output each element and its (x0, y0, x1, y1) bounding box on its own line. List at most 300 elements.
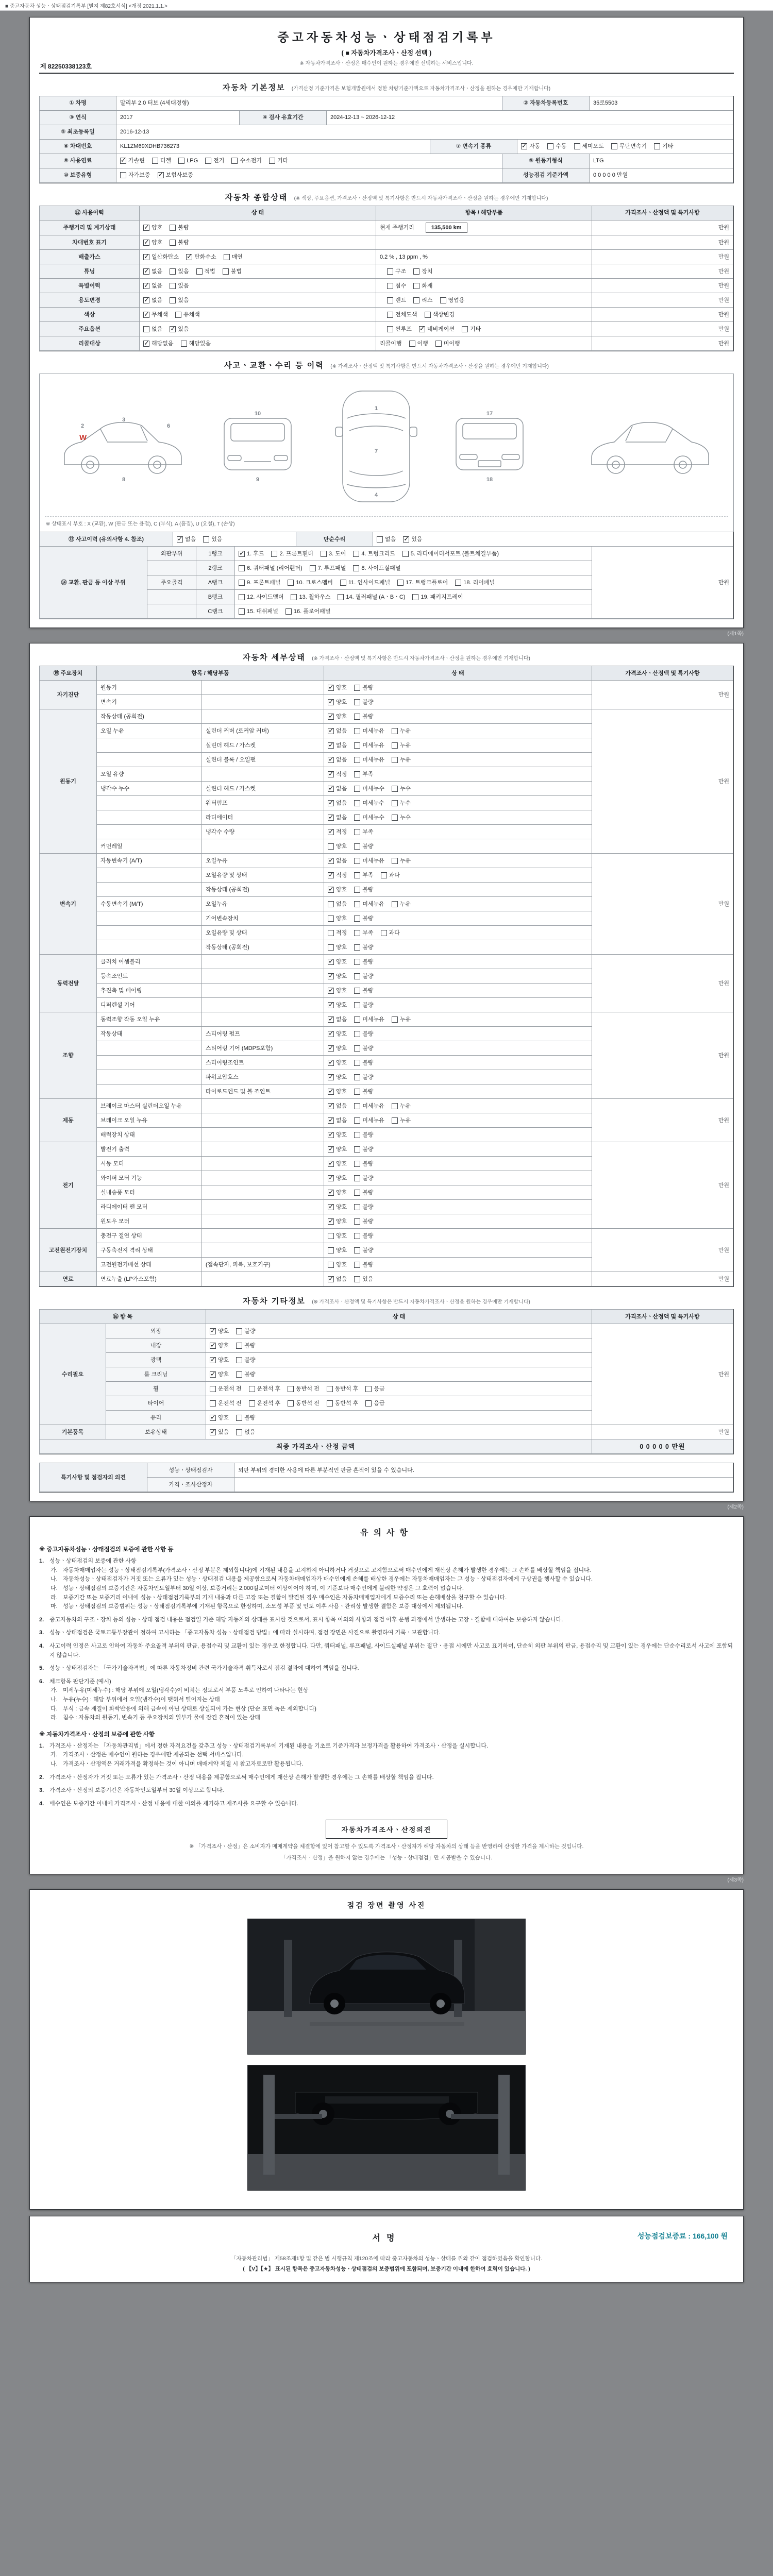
checkbox-option[interactable] (387, 326, 412, 333)
device-item-row (97, 1142, 592, 1157)
checkbox-option[interactable] (354, 1117, 384, 1124)
device-items (97, 1012, 592, 1099)
item-name (96, 1084, 202, 1099)
checkbox-option[interactable] (354, 1261, 373, 1268)
item-status-options (324, 1113, 592, 1128)
device-group-row (40, 854, 733, 955)
checkbox-option[interactable] (328, 1103, 347, 1110)
checkbox-option[interactable] (328, 872, 347, 879)
checkbox-option[interactable] (239, 550, 264, 557)
checkbox-option[interactable] (354, 915, 373, 922)
notice-paragraph (39, 1742, 734, 1769)
checkbox-option[interactable] (328, 1218, 347, 1225)
checkbox-option[interactable] (354, 987, 373, 994)
simple-repair-options (373, 532, 733, 547)
checkbox-option[interactable] (403, 536, 422, 543)
checkbox-option[interactable] (143, 239, 162, 246)
checkbox-option[interactable] (328, 828, 347, 836)
device-item-row (97, 810, 592, 825)
checkbox-option[interactable] (354, 1218, 373, 1225)
checkbox-icon (354, 1103, 360, 1109)
checkbox-option[interactable] (365, 1400, 384, 1407)
checkbox-option[interactable] (170, 297, 189, 304)
checkbox-option[interactable] (328, 915, 347, 922)
checkbox-option[interactable] (547, 143, 566, 150)
checkbox-option[interactable] (455, 579, 495, 586)
checkbox-option[interactable] (328, 1232, 347, 1240)
device-group-row (40, 1012, 733, 1099)
checkbox-option[interactable] (249, 1400, 281, 1407)
reg-no-value: 35로5503 (589, 96, 733, 111)
checkbox-option[interactable] (249, 1385, 281, 1393)
checkbox-icon (143, 283, 149, 289)
checkbox-option[interactable] (440, 297, 465, 304)
item-cell (376, 235, 592, 250)
checkbox-option[interactable] (328, 1074, 347, 1081)
checkbox-option[interactable] (288, 579, 332, 586)
checkbox-option[interactable] (354, 1131, 373, 1139)
checkbox-option[interactable] (328, 800, 347, 807)
item-name (96, 882, 202, 897)
item-name: 자동변속기 (A/T) (96, 853, 202, 868)
checkbox-option[interactable] (402, 550, 499, 557)
checkbox-option[interactable] (288, 1385, 320, 1393)
item-part: 워터펌프 (201, 795, 324, 810)
checkbox-option[interactable] (328, 699, 347, 706)
checkbox-option[interactable] (170, 326, 189, 333)
checkbox-option[interactable] (354, 771, 373, 778)
checkbox-option[interactable] (328, 1189, 347, 1196)
checkbox-icon (236, 1371, 242, 1378)
checkbox-label: 불량 (362, 973, 374, 979)
checkbox-option[interactable] (354, 727, 384, 735)
checkbox-option[interactable] (143, 253, 179, 261)
checkbox-option[interactable] (354, 800, 384, 807)
checkbox-option[interactable] (340, 579, 390, 586)
checkbox-option[interactable] (353, 565, 400, 572)
item-status-options (324, 694, 592, 709)
checkbox-label: 양호 (336, 843, 347, 850)
paragraph-text: 가격조사ㆍ산정자가 거짓 또는 오류가 있는 가격조사ㆍ산정 내용을 제공함으로써 매수인에게 재산상 손해가 발생한 경우에는 그 손해를 배상할 책임을 집니다. (49, 1774, 434, 1781)
device-item-row (97, 1272, 592, 1286)
checkbox-option[interactable] (354, 1030, 373, 1038)
checkbox-option[interactable] (354, 944, 373, 951)
checkbox-option[interactable] (574, 143, 604, 150)
checkbox-option[interactable] (328, 1131, 347, 1139)
checkbox-option[interactable] (143, 311, 168, 318)
price-cell: 만원 (592, 1324, 733, 1425)
checkbox-option[interactable] (271, 550, 313, 557)
checkbox-option[interactable] (210, 1328, 229, 1335)
checkbox-option[interactable] (328, 901, 347, 908)
section-note-accident: (※ 가격조사ㆍ산정액 및 특기사항은 반드시 자동차가격조사ㆍ산정을 원하는 경우에만 기재합니다) (330, 364, 549, 370)
checkbox-option[interactable] (354, 1247, 373, 1254)
checkbox-option[interactable] (354, 1074, 373, 1081)
overall-condition-table (39, 206, 734, 351)
checkbox-option[interactable] (354, 1002, 373, 1009)
checkbox-option[interactable] (328, 1088, 347, 1095)
item-status-options (324, 925, 592, 940)
price-cell: 만원 (592, 336, 733, 351)
checkbox-option[interactable] (328, 1204, 347, 1211)
document-subtitle: ( ■ 자동차가격조사ㆍ산정 선택 ) (341, 49, 432, 57)
checkbox-option[interactable] (354, 1059, 373, 1066)
checkbox-option[interactable] (328, 886, 347, 893)
checkbox-option[interactable] (143, 282, 162, 290)
checkbox-option[interactable] (328, 771, 347, 778)
checkbox-option[interactable] (152, 157, 171, 164)
checkbox-option[interactable] (354, 756, 384, 764)
checkbox-option[interactable] (269, 157, 288, 164)
checkbox-icon (328, 944, 334, 951)
checkbox-label: 누수 (399, 814, 411, 821)
item-part: 작동상태 (공회전) (201, 882, 324, 897)
photo-car-on-lift-front (248, 1919, 525, 2054)
checkbox-option[interactable] (143, 268, 162, 275)
checkbox-option[interactable] (288, 1400, 320, 1407)
checkbox-option[interactable] (387, 282, 406, 290)
item-status-options (324, 752, 592, 767)
checkbox-option[interactable] (210, 1429, 229, 1436)
checkbox-option[interactable] (239, 579, 280, 586)
exchange-panel-row (40, 547, 733, 619)
checkbox-icon (521, 143, 527, 149)
paragraph-number: 3. (39, 1630, 44, 1636)
checkbox-option[interactable] (387, 311, 417, 318)
checkbox-option[interactable] (186, 253, 216, 261)
checkbox-icon (340, 580, 346, 586)
checkbox-option[interactable] (143, 297, 162, 304)
checkbox-option[interactable] (354, 699, 373, 706)
checkbox-option[interactable] (239, 608, 278, 615)
checkbox-option[interactable] (328, 944, 347, 951)
item-status-options (324, 1257, 592, 1272)
checkbox-option[interactable] (354, 929, 373, 937)
etc-item-row (106, 1396, 592, 1411)
checkbox-option[interactable] (365, 1385, 384, 1393)
price-cell: 만원 (592, 293, 733, 308)
checkbox-option[interactable] (210, 1385, 242, 1393)
final-price-value: 0 0 0 0 0 만원 (592, 1439, 733, 1454)
checkbox-option[interactable] (354, 1045, 373, 1052)
device-item-row (97, 695, 592, 709)
item-name: 보유상태 (106, 1425, 206, 1439)
device-item-row (97, 883, 592, 897)
checkbox-option[interactable] (354, 886, 373, 893)
checkbox-option[interactable] (143, 224, 162, 231)
item-name: 실내송풍 모터 (96, 1185, 202, 1200)
checkbox-icon (354, 916, 360, 922)
checkbox-option[interactable] (328, 814, 347, 821)
checkbox-label: 불량 (362, 1045, 374, 1052)
appraisal-opinion-line: 「가격조사ㆍ산정」을 원하지 않는 경우에는 「성능ㆍ상태점검」만 제공받을 수 있습니다. (280, 1855, 493, 1861)
checkbox-option[interactable] (231, 157, 262, 164)
checkbox-option[interactable] (381, 929, 400, 937)
checkbox-option[interactable] (328, 1016, 347, 1023)
checkbox-option[interactable] (328, 1175, 347, 1182)
checkbox-option[interactable] (521, 143, 540, 150)
checkbox-option[interactable] (328, 742, 347, 749)
checkbox-option[interactable] (328, 857, 347, 865)
checkbox-option[interactable] (392, 742, 411, 749)
section-overall-head (39, 192, 734, 202)
checkbox-option[interactable] (413, 282, 432, 290)
device-item-row (97, 1229, 592, 1243)
item-part: 라디에이터 (201, 810, 324, 825)
checkbox-option[interactable] (120, 157, 145, 164)
checkbox-option[interactable] (170, 268, 189, 275)
checkbox-option[interactable] (328, 1160, 347, 1167)
checkbox-icon (392, 800, 398, 806)
checkbox-option[interactable] (413, 268, 432, 275)
item-status-options (324, 1272, 592, 1286)
checkbox-option[interactable] (419, 326, 455, 333)
checkbox-option[interactable] (236, 1357, 255, 1364)
subparagraph-number: 나. (51, 1760, 58, 1767)
checkbox-option[interactable] (328, 713, 347, 720)
checkbox-option[interactable] (354, 828, 373, 836)
checkbox-option[interactable] (291, 594, 330, 601)
checkbox-option[interactable] (210, 1342, 229, 1349)
item-name: 작동상태 (공회전) (96, 709, 202, 724)
item-status-options (324, 1127, 592, 1142)
paragraph-text: 성능ㆍ상태점검자는 「국가기술자격법」에 따른 자동차정비 관련 국가기술자격 취득자로서 점검 결과에 대하여 책임을 집니다. (49, 1665, 359, 1672)
checkbox-option[interactable] (354, 1016, 384, 1023)
checkbox-option[interactable] (425, 311, 455, 318)
checkbox-option[interactable] (328, 1059, 347, 1066)
checkbox-option[interactable] (392, 756, 411, 764)
page-mark: (제3쪽) (727, 1877, 744, 1884)
checkbox-option[interactable] (210, 1400, 242, 1407)
sheet-basic-overall-accident (29, 17, 744, 628)
checkbox-option[interactable] (328, 727, 347, 735)
checkbox-option[interactable] (203, 536, 222, 543)
checkbox-option[interactable] (354, 785, 384, 792)
price-cell: 만원 (592, 1012, 733, 1099)
checkbox-option[interactable] (354, 1146, 373, 1153)
checkbox-option[interactable] (223, 268, 242, 275)
checkbox-option[interactable] (354, 973, 373, 980)
checkbox-option[interactable] (354, 1103, 384, 1110)
checkbox-option[interactable] (170, 224, 189, 231)
checkbox-option[interactable] (354, 1276, 373, 1283)
checkbox-option[interactable] (381, 872, 400, 879)
checkbox-option[interactable] (285, 608, 330, 615)
checkbox-option[interactable] (328, 1045, 347, 1052)
checkbox-option[interactable] (354, 872, 373, 879)
item-part (201, 1098, 324, 1113)
checkbox-icon (354, 757, 360, 763)
checkbox-option[interactable] (158, 172, 193, 179)
checkbox-option[interactable] (353, 550, 395, 557)
checkbox-label: 불량 (362, 915, 374, 922)
checkbox-option[interactable] (354, 713, 373, 720)
rank-row (147, 590, 592, 604)
checkbox-option[interactable] (354, 814, 384, 821)
checkbox-label: 장치 (422, 268, 433, 275)
document-subnote: ※ 자동차가격조사ㆍ산정은 매수인이 원하는 경우에만 선택하는 서비스입니다. (299, 61, 474, 66)
checkbox-option[interactable] (354, 742, 384, 749)
checkbox-option[interactable] (387, 297, 406, 304)
checkbox-option[interactable] (354, 1189, 373, 1196)
checkbox-option[interactable] (210, 1357, 229, 1364)
item-part: 실린더 헤드 / 가스켓 (201, 738, 324, 753)
item-part: (접속단자, 피복, 보호기구) (201, 1257, 324, 1272)
checkbox-label: 양호 (152, 239, 163, 246)
price-cell: 만원 (592, 321, 733, 336)
checkbox-icon (354, 1060, 360, 1066)
checkbox-option[interactable] (392, 857, 411, 865)
checkbox-option[interactable] (328, 958, 347, 965)
zone-number: 1 (374, 405, 378, 412)
checkbox-option[interactable] (413, 297, 432, 304)
checkbox-option[interactable] (120, 172, 150, 179)
checkbox-option[interactable] (205, 157, 224, 164)
subparagraph-text: 가격조사ㆍ산정은 매수인이 원하는 경우에만 제공되는 선택 서비스입니다. (63, 1752, 244, 1758)
checkbox-option[interactable] (328, 929, 347, 937)
checkbox-option[interactable] (392, 800, 411, 807)
checkbox-option[interactable] (143, 340, 174, 347)
checkbox-option[interactable] (354, 958, 373, 965)
checkbox-option[interactable] (392, 785, 411, 792)
rank-row (147, 561, 592, 575)
checkbox-option[interactable] (181, 340, 211, 347)
checkbox-option[interactable] (611, 143, 647, 150)
checkbox-option[interactable] (328, 1247, 347, 1254)
checkbox-label: 미세누유 (362, 857, 384, 864)
checkbox-option[interactable] (392, 1117, 411, 1124)
checkbox-option[interactable] (236, 1429, 255, 1436)
checkbox-label: 동반석 전 (296, 1385, 320, 1392)
checkbox-option[interactable] (328, 973, 347, 980)
checkbox-option[interactable] (392, 814, 411, 821)
checkbox-option[interactable] (236, 1371, 255, 1378)
checkbox-option[interactable] (328, 1002, 347, 1009)
checkbox-label: 없음 (185, 536, 196, 543)
checkbox-option[interactable] (143, 326, 162, 333)
subparagraph-text: 보증기간 또는 보증거리 이내에 성능ㆍ상태점검기록부의 기재 내용과 다른 고장 또는 결함이 발견된 경우 매수인은 자동차매매업자에게 보증수리 또는 손해배상을 청구할 수 있습니다. (63, 1594, 507, 1601)
checkbox-option[interactable] (435, 340, 460, 347)
subparagraph-number: 다. (51, 1585, 58, 1592)
checkbox-option[interactable] (327, 1400, 359, 1407)
checkbox-option[interactable] (409, 340, 428, 347)
checkbox-option[interactable] (354, 1204, 373, 1211)
checkbox-option[interactable] (387, 268, 406, 275)
checkbox-option[interactable] (328, 1146, 347, 1153)
checkbox-label: 렌트 (395, 297, 407, 303)
checkbox-icon (354, 1276, 360, 1282)
checkbox-option[interactable] (239, 594, 283, 601)
checkbox-label: 동반석 후 (334, 1400, 359, 1406)
checkbox-option[interactable] (462, 326, 481, 333)
checkbox-icon (611, 143, 617, 149)
checkbox-option[interactable] (392, 1103, 411, 1110)
item-name: 라디에이터 팬 모터 (96, 1199, 202, 1214)
checkbox-option[interactable] (236, 1414, 255, 1421)
checkbox-label: 누유 (399, 901, 411, 907)
notice-subline (51, 1686, 734, 1696)
checkbox-option[interactable] (328, 1117, 347, 1124)
checkbox-option[interactable] (321, 550, 346, 557)
device-item-row (97, 738, 592, 753)
notice-line (39, 1642, 734, 1660)
checkbox-label: 미세누유 (362, 756, 384, 763)
checkbox-option[interactable] (175, 311, 200, 318)
checkbox-option[interactable] (392, 901, 411, 908)
appraisal-opinion-line: ※ 「가격조사ㆍ산정」은 소비자가 매매계약을 체결함에 있어 참고할 수 있도록 가격조사ㆍ산정자가 해당 자동차의 상태 등을 반영하여 산정한 가격을 제시하는 것입니다. (189, 1843, 584, 1850)
checkbox-option[interactable] (354, 1175, 373, 1182)
checkbox-option[interactable] (354, 843, 373, 850)
checkbox-option[interactable] (178, 157, 198, 164)
checkbox-option[interactable] (328, 785, 347, 792)
item-name: 원동기 (96, 680, 202, 695)
checkbox-option[interactable] (328, 756, 347, 764)
checkbox-option[interactable] (210, 1371, 229, 1378)
checkbox-option[interactable] (310, 565, 346, 572)
notice-title: 유의사항 (360, 1529, 413, 1538)
checkbox-option[interactable] (377, 536, 396, 543)
price-cell: 만원 (592, 235, 733, 250)
checkbox-option[interactable] (354, 901, 384, 908)
checkbox-option[interactable] (654, 143, 673, 150)
checkbox-option[interactable] (236, 1342, 255, 1349)
checkbox-option[interactable] (328, 987, 347, 994)
checkbox-option[interactable] (196, 268, 215, 275)
checkbox-option[interactable] (354, 857, 384, 865)
checkbox-label: 누유 (399, 857, 411, 864)
checkbox-label: 있음 (218, 1429, 229, 1435)
checkbox-option[interactable] (338, 594, 405, 601)
checkbox-option[interactable] (354, 684, 373, 691)
checkbox-option[interactable] (327, 1385, 359, 1393)
basic-info-table (39, 96, 734, 183)
checkbox-label: 불량 (178, 225, 189, 231)
checkbox-option[interactable] (397, 579, 448, 586)
checkbox-option[interactable] (210, 1414, 229, 1421)
checkbox-option[interactable] (236, 1328, 255, 1335)
item-status-options (206, 1425, 592, 1439)
checkbox-option[interactable] (177, 536, 196, 543)
checkbox-option[interactable] (328, 684, 347, 691)
checkbox-option[interactable] (328, 843, 347, 850)
section-etc-head (39, 1295, 734, 1306)
item-status-options (206, 1352, 592, 1367)
checkbox-option[interactable] (392, 1016, 411, 1023)
checkbox-option[interactable] (354, 1160, 373, 1167)
checkbox-option[interactable] (328, 1030, 347, 1038)
checkbox-label: 기타 (470, 326, 481, 332)
checkbox-option[interactable] (328, 1261, 347, 1268)
table-header-row (40, 666, 733, 681)
checkbox-option[interactable] (170, 282, 189, 290)
device-item-row (97, 854, 592, 868)
section-title-basic: 자동차 기본정보 (222, 83, 285, 92)
checkbox-option[interactable] (239, 565, 303, 572)
checkbox-option[interactable] (170, 239, 189, 246)
checkbox-icon (328, 1060, 334, 1066)
checkbox-option[interactable] (392, 727, 411, 735)
item-part (201, 969, 324, 984)
item-status-options (206, 1367, 592, 1382)
checkbox-icon (387, 283, 393, 289)
checkbox-option[interactable] (354, 1232, 373, 1240)
detail-condition-table (39, 666, 734, 1287)
checkbox-option[interactable] (328, 1276, 347, 1283)
checkbox-option[interactable] (412, 594, 463, 601)
checkbox-option[interactable] (224, 253, 243, 261)
item-cell (376, 249, 592, 264)
checkbox-option[interactable] (354, 1088, 373, 1095)
